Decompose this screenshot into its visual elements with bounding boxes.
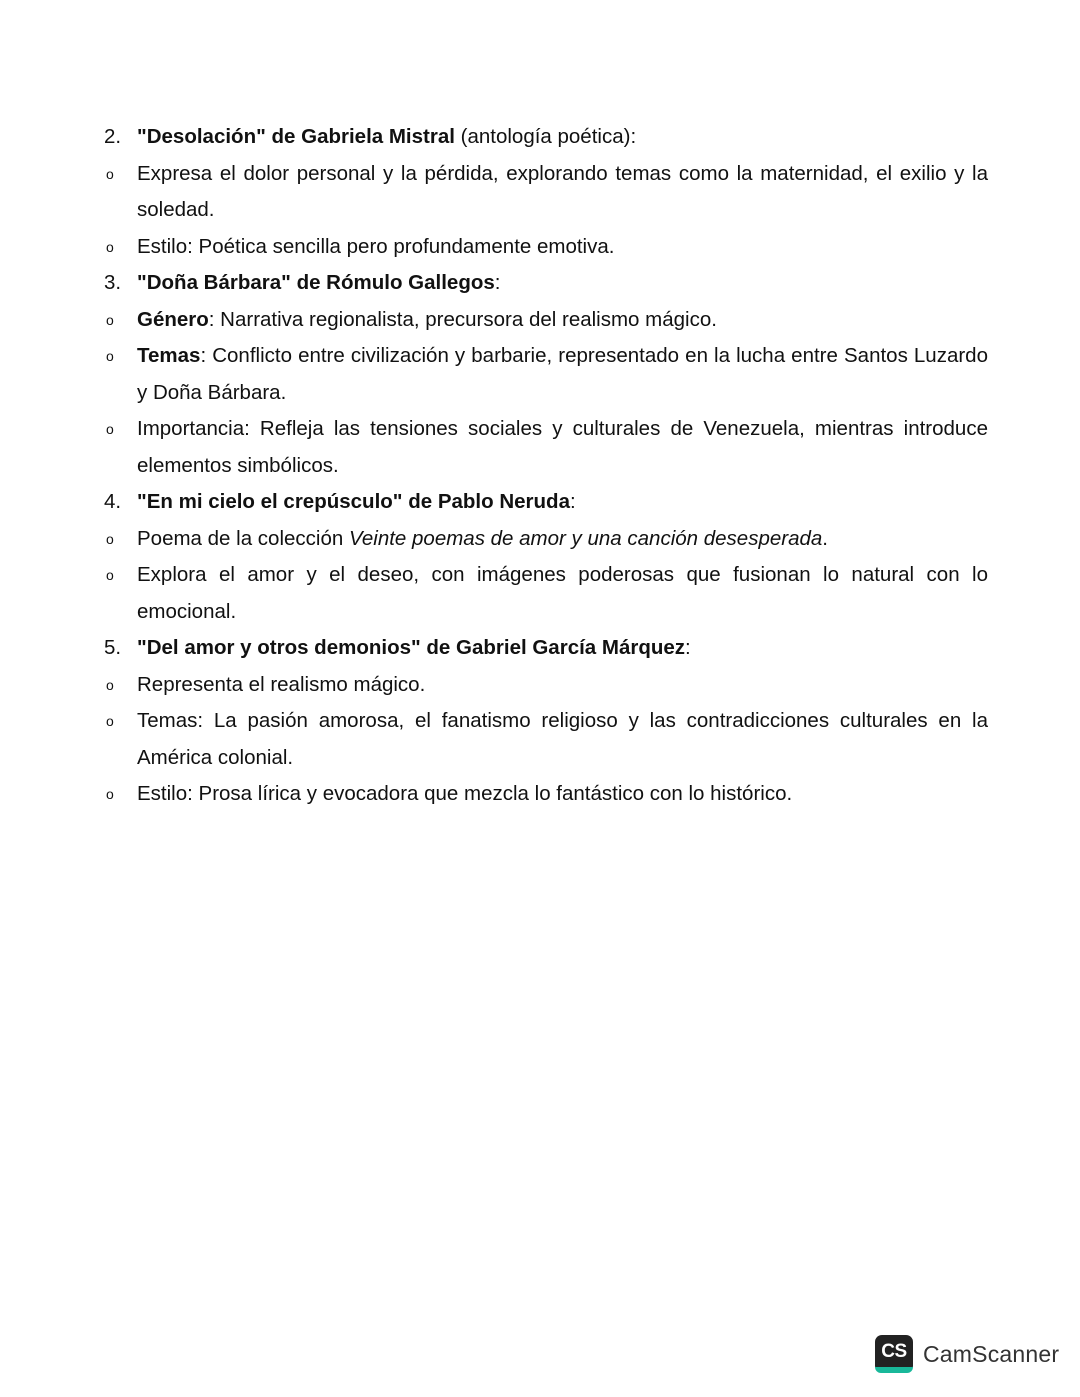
bullet-icon: o	[106, 567, 114, 583]
list-item-bullet: o Poema de la colección Veinte poemas de amor y una canción desesperada.	[104, 521, 988, 558]
field-label: Temas	[137, 344, 201, 367]
bullet-icon: o	[106, 676, 114, 693]
list-item-heading: 5. "Del amor y otros demonios" de Gabriel García Márquez:	[104, 630, 988, 667]
bullet-icon: o	[106, 311, 114, 328]
list-item-bullet: o Expresa el dolor personal y la pérdida, explorando temas como la maternidad, el exilio y la soledad.	[104, 156, 988, 229]
watermark-name: CamScanner	[923, 1340, 1060, 1367]
list-item-bullet: o Importancia: Refleja las tensiones sociales y culturales de Venezuela, mientras introduce elementos simbólicos.	[104, 411, 988, 484]
item-number: 2.	[104, 125, 122, 148]
list-item-bullet: o Temas: Conflicto entre civilización y barbarie, representado en la lucha entre Santos Luzardo y Doña Bárbara.	[104, 338, 988, 411]
item-number: 5.	[104, 636, 122, 659]
list-item-heading: 4. "En mi cielo el crepúsculo" de Pablo Neruda:	[104, 484, 988, 521]
work-title: "En mi cielo el crepúsculo" de Pablo Neruda	[137, 490, 570, 513]
camscanner-watermark	[875, 1334, 1059, 1374]
item-number: 3.	[104, 271, 122, 294]
camscanner-logo-icon	[875, 1335, 913, 1373]
list-item-bullet: o Estilo: Prosa lírica y evocadora que mezcla lo fantástico con lo histórico.	[104, 776, 988, 813]
bullet-icon: o	[106, 713, 114, 729]
collection-title: Veinte poemas de amor y una canción desesperada	[348, 526, 823, 550]
list-item-bullet: o Género: Narrativa regionalista, precursora del realismo mágico.	[104, 302, 988, 339]
list-item-heading: 3. "Doña Bárbara" de Rómulo Gallegos:	[104, 265, 988, 302]
bullet-icon: o	[106, 165, 114, 182]
logo-stripe	[875, 1367, 913, 1373]
bullet-icon: o	[106, 530, 114, 547]
list-item-bullet: o Temas: La pasión amorosa, el fanatismo religioso y las contradicciones culturales en la América colonial.	[104, 703, 988, 776]
literature-list	[104, 119, 988, 813]
bullet-icon: o	[106, 238, 114, 255]
bullet-icon: o	[106, 786, 114, 802]
work-title: "Desolación" de Gabriela Mistral	[137, 125, 455, 148]
work-title: "Del amor y otros demonios" de Gabriel García Márquez	[137, 636, 686, 659]
item-number: 4.	[104, 490, 122, 513]
logo-text: CS	[875, 1335, 913, 1369]
list-item-bullet: o Estilo: Poética sencilla pero profundamente emotiva.	[104, 229, 988, 266]
bullet-icon: o	[106, 348, 114, 364]
field-label: Género	[137, 307, 209, 331]
list-item-bullet: o Representa el realismo mágico.	[104, 667, 988, 704]
bullet-icon: o	[106, 421, 114, 437]
work-title: "Doña Bárbara" de Rómulo Gallegos	[137, 271, 495, 294]
list-item-bullet: o Explora el amor y el deseo, con imágenes poderosas que fusionan lo natural con lo emocional.	[104, 557, 988, 630]
list-item-heading: 2. "Desolación" de Gabriela Mistral (antología poética):	[104, 119, 988, 156]
